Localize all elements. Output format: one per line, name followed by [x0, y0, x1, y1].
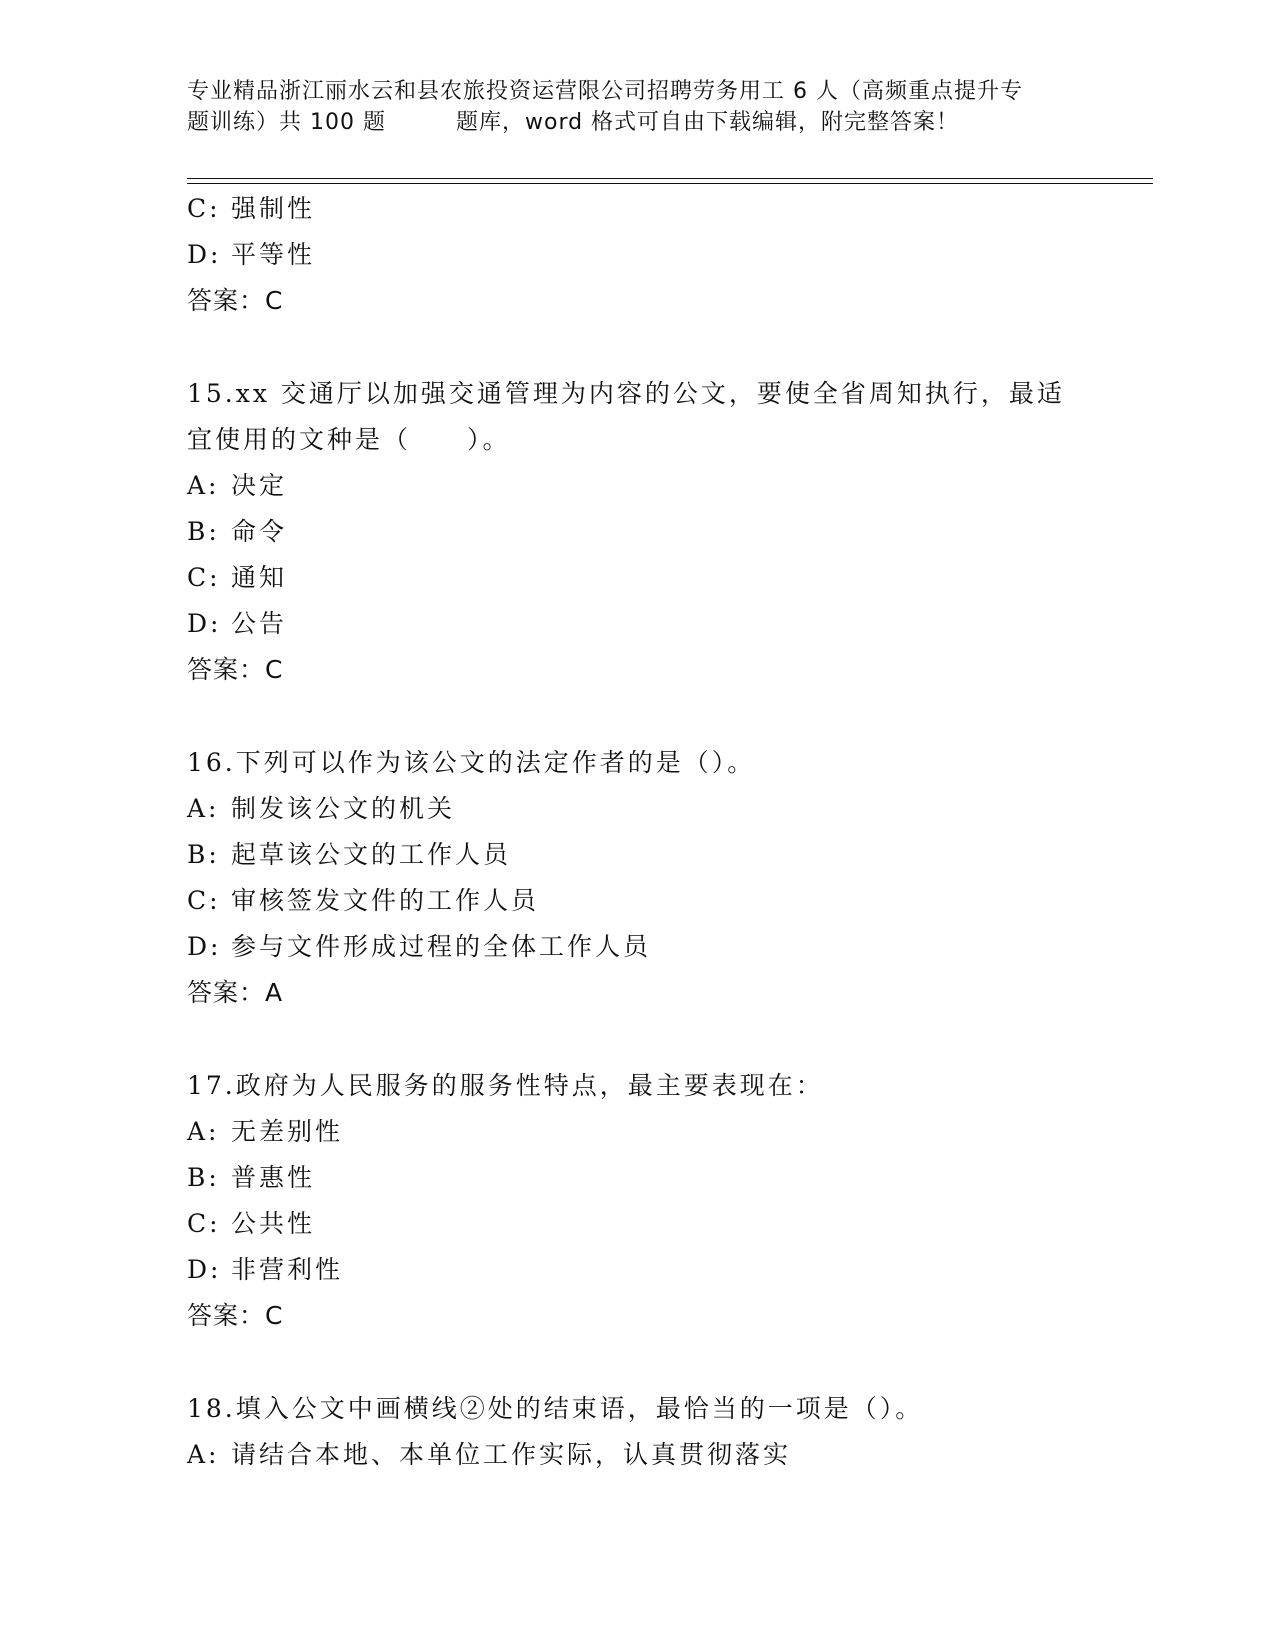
answer-line: 答案：C [187, 1301, 284, 1330]
option-key: C: [187, 886, 221, 915]
option-key: C: [187, 1209, 221, 1238]
option-b [187, 1155, 1087, 1201]
option-text: 公共性 [231, 1209, 316, 1238]
option-a [187, 463, 1087, 509]
option-text: 普惠性 [231, 1163, 316, 1192]
option-c [187, 186, 1087, 232]
option-text: 通知 [231, 563, 288, 592]
answer-line: 答案：C [187, 286, 284, 315]
option-d [187, 601, 1087, 647]
option-key: B: [187, 517, 220, 546]
option-key: D: [187, 932, 222, 961]
option-text: 请结合本地、本单位工作实际，认真贯彻落实 [231, 1440, 792, 1469]
header-divider-bottom [187, 183, 1153, 184]
option-key: B: [187, 1163, 220, 1192]
option-key: D: [187, 240, 222, 269]
question-list [187, 186, 1087, 1478]
question-18 [187, 1386, 1087, 1478]
option-key: C: [187, 194, 221, 223]
option-d [187, 1247, 1087, 1293]
option-text: 强制性 [231, 194, 316, 223]
option-text: 公告 [231, 609, 288, 638]
question-stem: 18.填入公文中画横线②处的结束语，最恰当的一项是（）。 [187, 1394, 924, 1423]
option-text: 审核签发文件的工作人员 [231, 886, 540, 915]
header-line-2-part-b: 题库，word 格式可自由下载编辑，附完整答案！ [455, 110, 960, 135]
option-a [187, 786, 1087, 832]
question-15 [187, 371, 1087, 693]
option-text: 决定 [231, 471, 288, 500]
option-text: 非营利性 [231, 1255, 344, 1284]
option-text: 起草该公文的工作人员 [231, 840, 512, 869]
question-stem: 17.政府为人民服务的服务性特点，最主要表现在： [187, 1071, 824, 1100]
option-d [187, 924, 1087, 970]
option-key: A: [187, 471, 220, 500]
option-text: 参与文件形成过程的全体工作人员 [231, 932, 652, 961]
option-c [187, 555, 1087, 601]
header-line-2 [187, 107, 1087, 138]
option-b [187, 832, 1087, 878]
option-text: 平等性 [231, 240, 316, 269]
option-key: A: [187, 794, 220, 823]
option-c [187, 878, 1087, 924]
option-key: D: [187, 609, 222, 638]
option-key: B: [187, 840, 220, 869]
option-a [187, 1432, 1087, 1478]
question-stem: 16.下列可以作为该公文的法定作者的是（）。 [187, 748, 756, 777]
document-header [187, 76, 1087, 138]
option-c [187, 1201, 1087, 1247]
header-line-1: 专业精品浙江丽水云和县农旅投资运营限公司招聘劳务用工 6 人（高频重点提升专 [187, 79, 1023, 104]
option-key: A: [187, 1440, 220, 1469]
option-key: D: [187, 1255, 222, 1284]
option-d [187, 232, 1087, 278]
header-divider-top [187, 178, 1153, 179]
question-17 [187, 1063, 1087, 1339]
option-text: 无差别性 [231, 1117, 344, 1146]
option-b [187, 509, 1087, 555]
option-text: 制发该公文的机关 [231, 794, 456, 823]
question-stem: 15.xx 交通厅以加强交通管理为内容的公文，要使全省周知执行，最适 [187, 379, 1065, 408]
option-a [187, 1109, 1087, 1155]
option-text: 命令 [231, 517, 288, 546]
answer-line: 答案：C [187, 655, 284, 684]
question-stem-continued: 宜使用的文种是（ ）。 [187, 425, 511, 454]
option-key: C: [187, 563, 221, 592]
question-16 [187, 740, 1087, 1016]
question-14-tail [187, 186, 1087, 324]
option-key: A: [187, 1117, 220, 1146]
header-line-2-part-a: 题训练）共 100 题 [187, 110, 386, 135]
answer-line: 答案：A [187, 978, 284, 1007]
